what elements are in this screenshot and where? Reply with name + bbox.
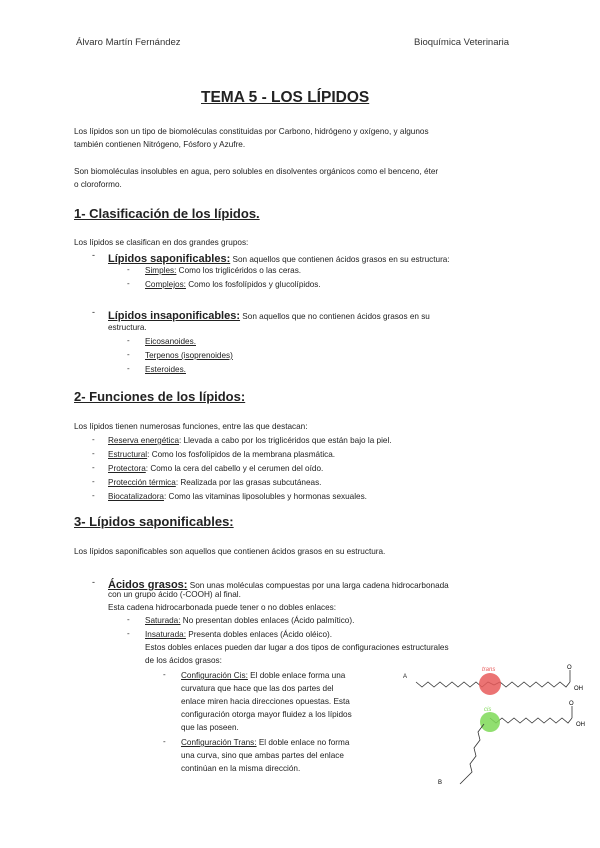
simples-term: Simples: bbox=[145, 266, 177, 275]
bullet-dash: - bbox=[92, 449, 95, 458]
simples-desc: Como los triglicéridos o las ceras. bbox=[176, 266, 302, 275]
trans-desc: El doble enlace no forma bbox=[256, 738, 350, 747]
function-item bbox=[108, 476, 321, 490]
author-name: Álvaro Martín Fernández bbox=[76, 37, 181, 48]
trans-line2: una curva, sino que ambas partes del enlace bbox=[181, 751, 344, 760]
oh-a: OH bbox=[574, 686, 583, 692]
bullet-dash: - bbox=[127, 350, 130, 359]
insaturada-desc: Presenta dobles enlaces (Ácido oléico). bbox=[185, 630, 333, 639]
bullet-dash: - bbox=[127, 265, 130, 274]
intro-p2-line1: Son biomoléculas insolubles en agua, pero solubles en disolventes orgánicos como el benceno, éter bbox=[74, 167, 439, 176]
bullet-dash: - bbox=[163, 670, 166, 679]
insaponificables-item bbox=[108, 306, 430, 324]
saponificables-desc: Son aquellos que contienen ácidos grasos en su estructura: bbox=[230, 255, 450, 264]
function-item bbox=[108, 434, 392, 448]
oh-b: OH bbox=[576, 722, 585, 728]
intro-p1-line1: Los lípidos son un tipo de biomoléculas constituidas por Carbono, hidrógeno y oxígeno, y algunos bbox=[74, 127, 429, 136]
acidos-grasos-term: Ácidos grasos: bbox=[108, 579, 188, 591]
function-item bbox=[108, 490, 367, 504]
trans-term: Configuración Trans: bbox=[181, 738, 257, 747]
cis-term: Configuración Cis: bbox=[181, 671, 248, 680]
cis-line4: configuración otorga mayor fluidez a los lípidos bbox=[181, 710, 352, 719]
bullet-dash: - bbox=[127, 279, 130, 288]
trans-label: trans bbox=[482, 667, 496, 673]
insaturada-line3: de los ácidos grasos: bbox=[145, 656, 222, 665]
intro-p2-line2: o cloroformo. bbox=[74, 180, 122, 189]
bullet-dash: - bbox=[92, 463, 95, 472]
acidos-grasos-desc: Son unas moléculas compuestas por una larga cadena hidrocarbonada bbox=[187, 581, 449, 590]
bullet-dash: - bbox=[92, 577, 95, 587]
subject-name: Bioquímica Veterinaria bbox=[414, 37, 510, 48]
complejos-term: Complejos: bbox=[145, 280, 186, 289]
complejos-item bbox=[145, 278, 321, 292]
page-title: TEMA 5 - LOS LÍPIDOS bbox=[201, 89, 370, 106]
function-desc: : Como los fosfolípidos de la membrana plasmática. bbox=[147, 450, 336, 459]
cis-chain-lower bbox=[460, 724, 484, 784]
bullet-dash: - bbox=[127, 629, 130, 638]
trans-highlight bbox=[479, 673, 501, 695]
bullet-dash: - bbox=[92, 477, 95, 486]
complejos-desc: Como los fosfolípidos y glucolípidos. bbox=[185, 280, 321, 289]
function-term: Estructural bbox=[108, 450, 148, 459]
function-item bbox=[108, 448, 335, 462]
cis-desc: El doble enlace forma una bbox=[247, 671, 346, 680]
intro-p1-line2: también contienen Nitrógeno, Fósforo y Azufre. bbox=[74, 140, 246, 149]
cis-line1 bbox=[181, 669, 345, 683]
terpenos-item: Terpenos (isoprenoides) bbox=[145, 351, 233, 360]
bullet-dash: - bbox=[163, 737, 166, 746]
saturada-item bbox=[145, 614, 354, 628]
insaturada-item bbox=[145, 628, 332, 642]
bullet-dash: - bbox=[127, 364, 130, 373]
saponificables-term: Lípidos saponificables: bbox=[108, 253, 231, 265]
trans-line1 bbox=[181, 736, 349, 750]
acidos-grasos-line3: Esta cadena hidrocarbonada puede tener o no dobles enlaces: bbox=[108, 603, 337, 612]
function-term: Protección térmica bbox=[108, 478, 176, 487]
acidos-grasos-line2: con un grupo ácido (-COOH) al final. bbox=[108, 590, 241, 599]
section2-heading: 2- Funciones de los lípidos: bbox=[74, 389, 246, 404]
insaturada-term: Insaturada: bbox=[145, 630, 186, 639]
insaturada-line2: Estos dobles enlaces pueden dar lugar a dos tipos de configuraciones estructurales bbox=[145, 643, 449, 652]
oxygen-b: O bbox=[569, 701, 574, 707]
bullet-dash: - bbox=[127, 336, 130, 345]
trans-line3: continúan en la misma dirección. bbox=[181, 764, 301, 773]
label-a: A bbox=[403, 674, 408, 680]
saturada-desc: No presentan dobles enlaces (Ácido palmítico). bbox=[180, 616, 355, 625]
cis-highlight bbox=[480, 712, 500, 732]
insaponificables-desc: Son aquellos que no contienen ácidos grasos en su bbox=[240, 312, 430, 321]
cis-label: cis bbox=[484, 707, 492, 713]
function-term: Reserva energética bbox=[108, 436, 179, 445]
function-desc: : Realizada por las grasas subcutáneas. bbox=[175, 478, 322, 487]
bullet-dash: - bbox=[92, 435, 95, 444]
esteroides-item: Esteroides. bbox=[145, 365, 186, 374]
cis-line3: enlace miren hacia direcciones opuestas. Esta bbox=[181, 697, 350, 706]
saturada-term: Saturada: bbox=[145, 616, 181, 625]
fatty-acid-configuration-diagram bbox=[398, 660, 598, 795]
bullet-dash: - bbox=[92, 250, 95, 260]
section3-lead: Los lípidos saponificables son aquellos que contienen ácidos grasos en su estructura. bbox=[74, 547, 386, 556]
eicosanoides-item: Eicosanoides. bbox=[145, 337, 196, 346]
oxygen-a: O bbox=[567, 665, 572, 671]
simples-item bbox=[145, 264, 301, 278]
section1-heading: 1- Clasificación de los lípidos. bbox=[74, 206, 260, 221]
cis-line5: que las poseen. bbox=[181, 723, 239, 732]
insaponificables-term: Lípidos insaponificables: bbox=[108, 310, 241, 322]
function-item bbox=[108, 462, 323, 476]
cis-line2: curvatura que hace que las dos partes del bbox=[181, 684, 334, 693]
function-desc: : Como las vitaminas liposolubles y hormonas sexuales. bbox=[163, 492, 367, 501]
section2-lead: Los lípidos tienen numerosas funciones, entre las que destacan: bbox=[74, 422, 308, 431]
function-desc: : Llevada a cabo por los triglicéridos que están bajo la piel. bbox=[179, 436, 392, 445]
label-b: B bbox=[438, 780, 443, 786]
function-term: Biocatalizadora bbox=[108, 492, 164, 501]
function-desc: : Como la cera del cabello y el cerumen del oído. bbox=[145, 464, 324, 473]
bullet-dash: - bbox=[127, 615, 130, 624]
insaponificables-desc2: estructura. bbox=[108, 323, 147, 332]
section1-lead: Los lípidos se clasifican en dos grandes grupos: bbox=[74, 238, 249, 247]
section3-heading: 3- Lípidos saponificables: bbox=[74, 514, 234, 529]
function-term: Protectora bbox=[108, 464, 146, 473]
bullet-dash: - bbox=[92, 491, 95, 500]
bullet-dash: - bbox=[92, 307, 95, 317]
cis-chain-upper bbox=[490, 718, 572, 723]
